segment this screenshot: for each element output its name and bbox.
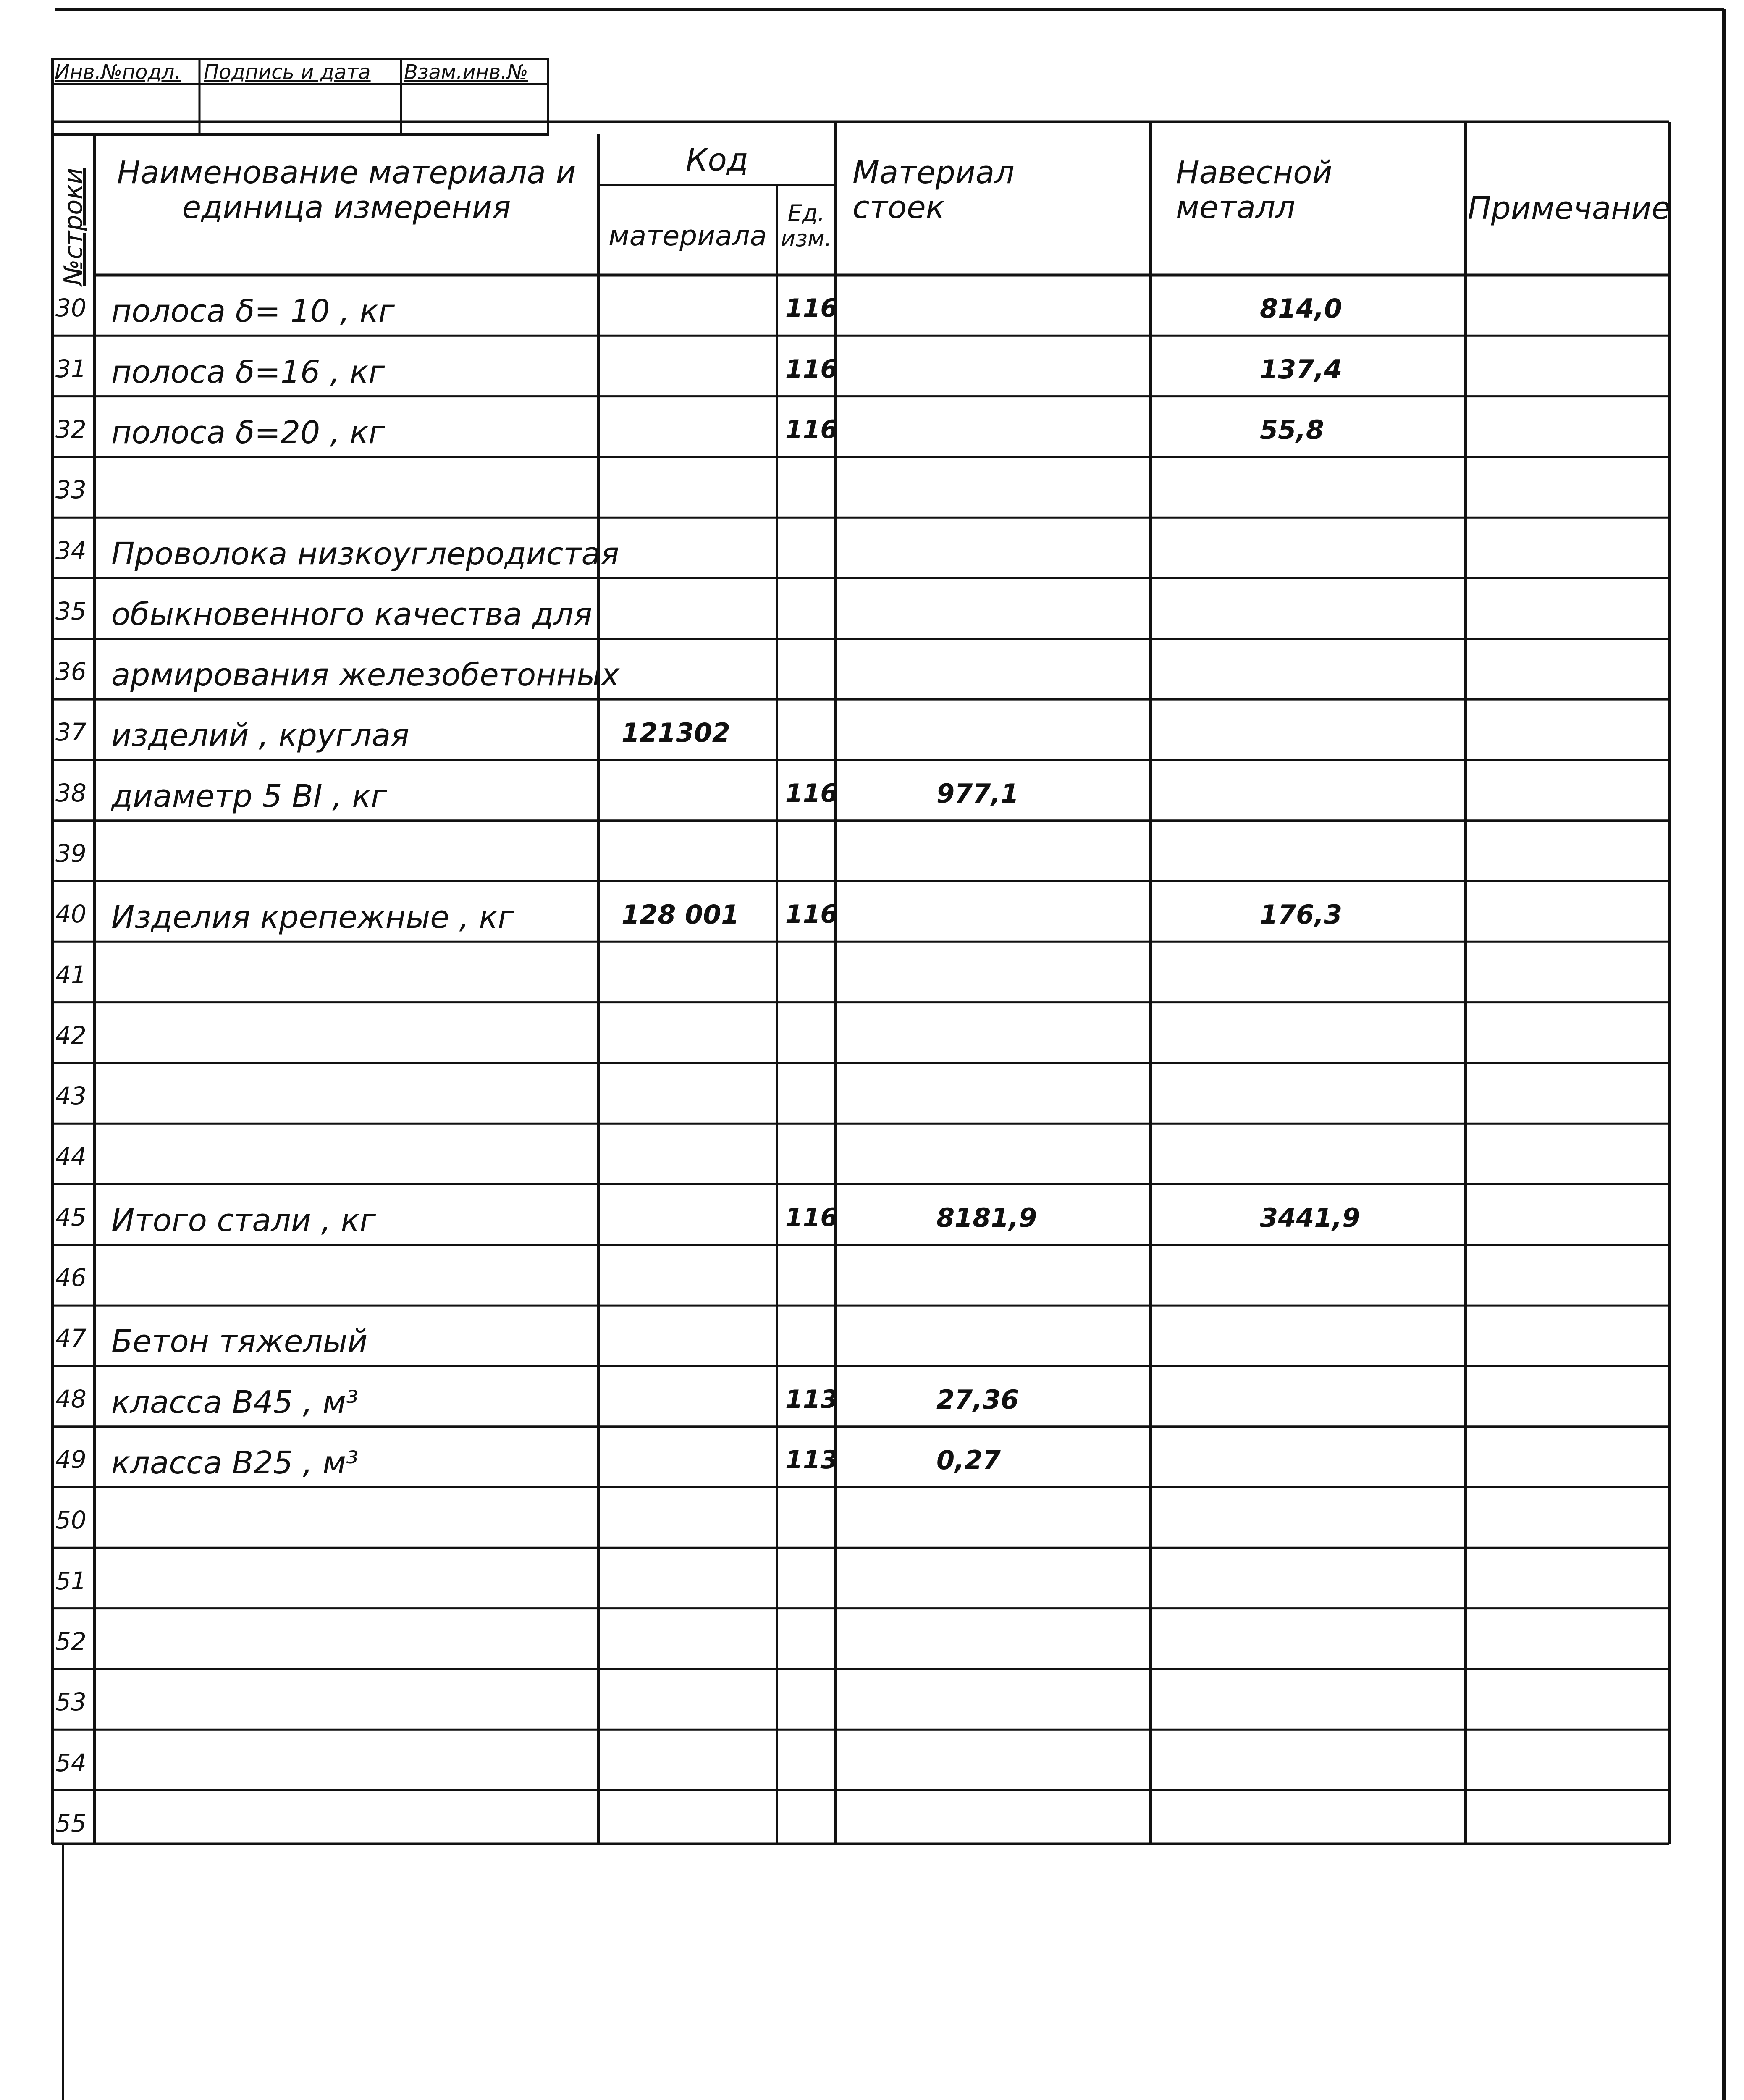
row-number: 42 xyxy=(55,1021,87,1050)
header-row-no: №строки xyxy=(59,168,88,286)
header-note: Примечание xyxy=(1468,190,1671,226)
row-name: Изделия крепежные , кг xyxy=(111,899,514,936)
row-name: Бетон тяжелый xyxy=(111,1323,368,1360)
row-name: Проволока низкоуглеродистая xyxy=(111,536,619,572)
row-unit: 116 xyxy=(785,415,838,444)
row-name: полоса δ= 10 , кг xyxy=(111,293,395,330)
row-hanging: 176,3 xyxy=(1260,899,1343,930)
row-number: 51 xyxy=(55,1566,87,1595)
row-number: 49 xyxy=(55,1445,87,1474)
row-number: 36 xyxy=(55,657,87,686)
row-material: 27,36 xyxy=(936,1384,1019,1415)
row-name: класса В25 , м³ xyxy=(111,1445,359,1481)
row-number: 43 xyxy=(55,1082,87,1110)
row-number: 54 xyxy=(55,1748,87,1777)
row-unit: 113 xyxy=(785,1445,838,1475)
stamp-replace-inv: Взам.инв.№ xyxy=(404,60,528,84)
row-number: 47 xyxy=(55,1324,87,1353)
row-number: 33 xyxy=(55,475,87,504)
row-name: полоса δ=20 , кг xyxy=(111,414,385,451)
row-hanging: 55,8 xyxy=(1260,414,1324,445)
header-code-unit: Ед. изм. xyxy=(781,200,832,252)
stamp-inv-no: Инв.№подл. xyxy=(55,60,181,84)
row-number: 35 xyxy=(55,596,87,625)
row-number: 30 xyxy=(55,294,87,323)
row-material: 977,1 xyxy=(936,778,1019,809)
row-number: 40 xyxy=(55,900,87,929)
row-name: полоса δ=16 , кг xyxy=(111,354,385,390)
row-unit: 116 xyxy=(785,294,838,323)
row-name: диаметр 5 ВI , кг xyxy=(111,778,387,814)
header-code-material: материала xyxy=(608,220,767,252)
row-hanging: 814,0 xyxy=(1260,293,1343,324)
row-name: Итого стали , кг xyxy=(111,1202,376,1239)
row-name: обыкновенного качества для xyxy=(111,596,593,633)
row-name: класса В45 , м³ xyxy=(111,1384,359,1420)
row-number: 32 xyxy=(55,415,87,444)
row-number: 52 xyxy=(55,1627,87,1656)
row-number: 31 xyxy=(55,354,87,383)
header-hanging: Навесной металл xyxy=(1176,155,1332,226)
row-number: 34 xyxy=(55,536,87,565)
row-number: 48 xyxy=(55,1384,87,1413)
row-number: 53 xyxy=(55,1688,87,1717)
row-number: 45 xyxy=(55,1202,87,1231)
header-code: Код xyxy=(686,142,748,178)
row-number: 37 xyxy=(55,718,87,747)
row-unit: 116 xyxy=(785,1202,838,1232)
row-unit: 116 xyxy=(785,778,838,808)
row-material: 0,27 xyxy=(936,1445,1001,1475)
header-material: Материал стоек xyxy=(852,155,1015,226)
stamp-signature-date: Подпись и дата xyxy=(204,60,371,84)
row-unit: 116 xyxy=(785,354,838,384)
row-number: 50 xyxy=(55,1506,87,1535)
row-name: армирования железобетонных xyxy=(111,657,620,693)
row-number: 55 xyxy=(55,1809,87,1838)
row-number: 46 xyxy=(55,1263,87,1292)
row-code: 128 001 xyxy=(622,899,740,930)
row-number: 44 xyxy=(55,1142,87,1171)
row-number: 39 xyxy=(55,839,87,868)
row-number: 41 xyxy=(55,960,87,989)
row-hanging: 3441,9 xyxy=(1260,1202,1361,1233)
row-hanging: 137,4 xyxy=(1260,354,1343,385)
row-code: 121302 xyxy=(622,717,730,748)
header-name: Наименование материала и единица измерения xyxy=(117,155,576,226)
row-number: 38 xyxy=(55,778,87,807)
row-name: изделий , круглая xyxy=(111,717,409,754)
row-material: 8181,9 xyxy=(936,1202,1037,1233)
row-unit: 113 xyxy=(785,1384,838,1414)
row-unit: 116 xyxy=(785,900,838,929)
